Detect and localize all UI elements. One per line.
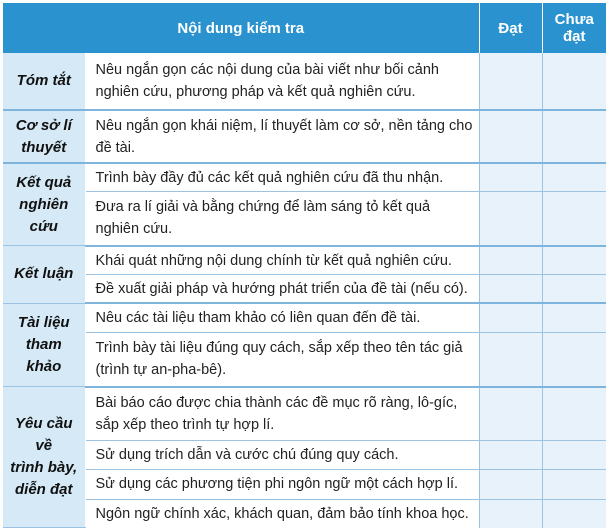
- criterion-text: Trình bày tài liệu đúng quy cách, sắp xếp theo tên tác giả (trình tự an-pha-bê).: [85, 333, 479, 387]
- category-label: Tài liệu: [17, 313, 70, 331]
- header-row: [3, 3, 606, 53]
- passed-checkbox[interactable]: [479, 192, 542, 246]
- criterion-text: Nêu ngắn gọn các nội dung của bài viết như bối cảnh nghiên cứu, phương pháp và kết quả nghiên cứu.: [85, 53, 479, 110]
- passed-checkbox[interactable]: [479, 470, 542, 499]
- criterion-text: Đề xuất giải pháp và hướng phát triển của đề tài (nếu có).: [85, 275, 479, 303]
- table-row: [3, 192, 606, 246]
- not-passed-checkbox[interactable]: [542, 53, 606, 110]
- header-content: Nội dung kiểm tra: [3, 3, 479, 53]
- passed-checkbox[interactable]: [479, 440, 542, 469]
- passed-checkbox[interactable]: [479, 387, 542, 441]
- table-row: [3, 303, 606, 332]
- category-label: Tóm tắt: [16, 71, 71, 89]
- header-not-passed-line1: Chưa: [554, 11, 594, 28]
- table-row: [3, 110, 606, 164]
- not-passed-checkbox[interactable]: [542, 303, 606, 332]
- passed-checkbox[interactable]: [479, 303, 542, 332]
- passed-checkbox[interactable]: [479, 333, 542, 387]
- not-passed-checkbox[interactable]: [542, 246, 606, 275]
- not-passed-checkbox[interactable]: [542, 440, 606, 469]
- category-label: nghiên: [19, 195, 69, 213]
- category-cell: [3, 303, 85, 386]
- not-passed-checkbox[interactable]: [542, 163, 606, 191]
- criterion-text: Trình bày đầy đủ các kết quả nghiên cứu đã thu nhận.: [85, 163, 479, 191]
- category-label: khảo: [26, 357, 62, 375]
- criterion-text: Nêu các tài liệu tham khảo có liên quan đến đề tài.: [85, 303, 479, 332]
- passed-checkbox[interactable]: [479, 499, 542, 527]
- category-label: Kết luận: [14, 265, 74, 283]
- criterion-text: Đưa ra lí giải và bằng chứng để làm sáng tỏ kết quả nghiên cứu.: [85, 192, 479, 246]
- category-cell: [3, 53, 85, 110]
- category-label: Kết quả: [16, 173, 72, 191]
- passed-checkbox[interactable]: [479, 246, 542, 275]
- category-cell: [3, 387, 85, 528]
- table-row: [3, 470, 606, 499]
- not-passed-checkbox[interactable]: [542, 333, 606, 387]
- category-label: về: [35, 437, 53, 454]
- category-cell: [3, 246, 85, 304]
- category-label: tham: [25, 335, 62, 353]
- not-passed-checkbox[interactable]: [542, 110, 606, 164]
- category-cell: [3, 110, 85, 164]
- table-row: [3, 246, 606, 275]
- header-passed: Đạt: [479, 3, 542, 53]
- category-cell: [3, 163, 85, 245]
- not-passed-checkbox[interactable]: [542, 192, 606, 246]
- category-label: diễn đạt: [14, 481, 73, 498]
- not-passed-checkbox[interactable]: [542, 387, 606, 441]
- not-passed-checkbox[interactable]: [542, 470, 606, 499]
- table-row: [3, 333, 606, 387]
- category-label: thuyết: [21, 138, 67, 156]
- passed-checkbox[interactable]: [479, 163, 542, 191]
- passed-checkbox[interactable]: [479, 53, 542, 110]
- passed-checkbox[interactable]: [479, 110, 542, 164]
- criterion-text: Khái quát những nội dung chính từ kết quả nghiên cứu.: [85, 246, 479, 275]
- category-label: Yêu cầu: [14, 415, 73, 432]
- header-not-passed: [542, 3, 606, 53]
- not-passed-checkbox[interactable]: [542, 275, 606, 303]
- criterion-text: Nêu ngắn gọn khái niệm, lí thuyết làm cơ sở, nền tảng cho đề tài.: [85, 110, 479, 164]
- table-row: [3, 163, 606, 191]
- passed-checkbox[interactable]: [479, 275, 542, 303]
- table-row: [3, 275, 606, 303]
- criterion-text: Bài báo cáo được chia thành các đề mục rõ ràng, lô-gíc, sắp xếp theo trình tự hợp lí.: [85, 387, 479, 441]
- table-row: [3, 499, 606, 527]
- table-row: [3, 440, 606, 469]
- criterion-text: Sử dụng các phương tiện phi ngôn ngữ một cách hợp lí.: [85, 470, 479, 499]
- criterion-text: Sử dụng trích dẫn và cước chú đúng quy cách.: [85, 440, 479, 469]
- category-label: Cơ sở lí: [15, 116, 72, 134]
- not-passed-checkbox[interactable]: [542, 499, 606, 527]
- header-not-passed-line2: đạt: [563, 28, 586, 45]
- checklist-table: [3, 3, 606, 528]
- table-row: [3, 387, 606, 441]
- category-label: trình bày,: [10, 459, 78, 476]
- table-row: [3, 53, 606, 110]
- criterion-text: Ngôn ngữ chính xác, khách quan, đảm bảo tính khoa học.: [85, 499, 479, 527]
- category-label: cứu: [29, 217, 58, 235]
